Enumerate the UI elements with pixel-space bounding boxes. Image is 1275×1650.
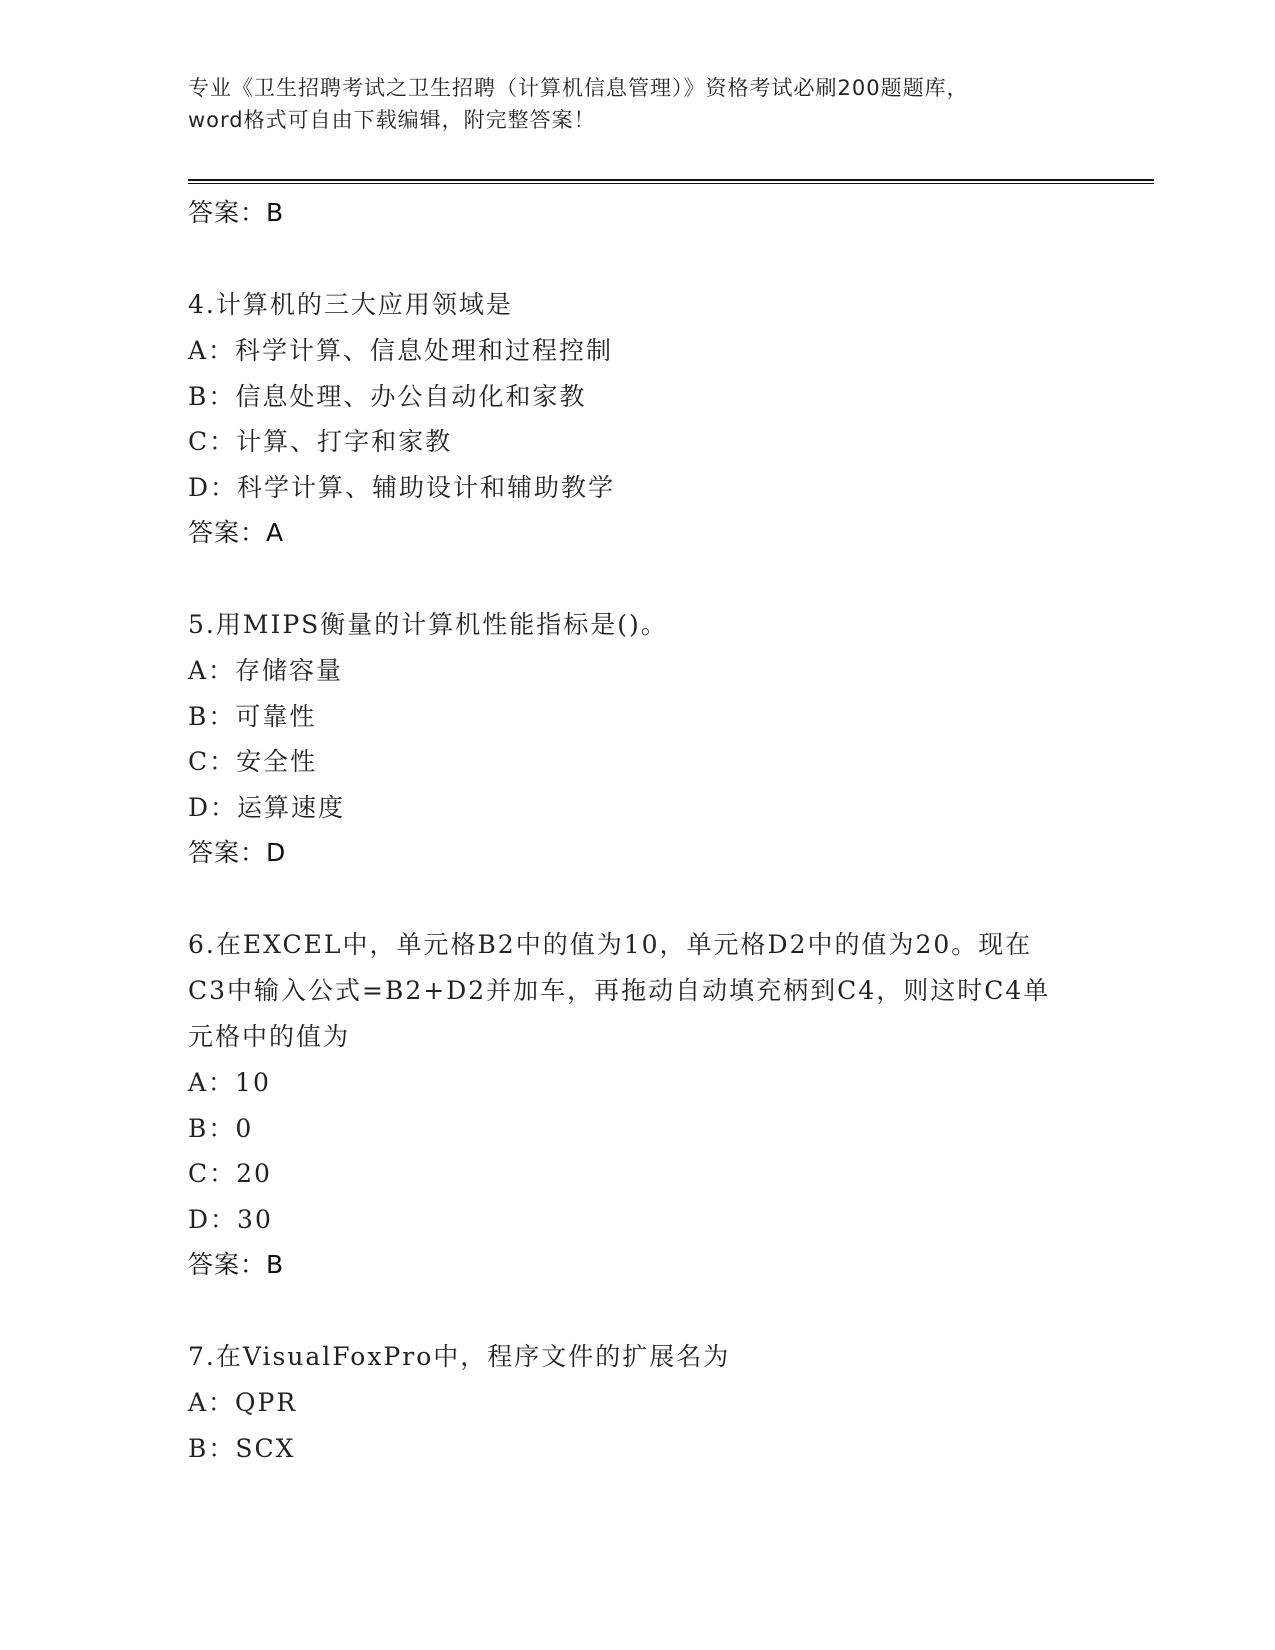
spacer [188,236,1088,282]
question-5-option-d: D：运算速度 [188,792,346,822]
header-divider-thin [188,183,1154,184]
question-4-option-a: A：科学计算、信息处理和过程控制 [188,336,614,365]
spacer [188,1288,1088,1334]
header-line-1: 专业《卫生招聘考试之卫生招聘（计算机信息管理）》资格考试必刷200题题库， [188,76,969,100]
question-5-text: 5.用MIPS衡量的计算机性能指标是()。 [188,610,668,639]
question-5-option-a: A：存储容量 [188,656,344,685]
question-7 [188,1334,1088,1471]
question-7-text: 7.在VisualFoxPro中，程序文件的扩展名为 [188,1342,731,1371]
header-line-2: word格式可自由下载编辑，附完整答案！ [188,108,596,132]
question-4-answer: 答案：A [188,518,285,547]
question-6-text-line-3: 元格中的值为 [188,1022,351,1051]
question-4-text: 4.计算机的三大应用领域是 [188,290,513,319]
question-5 [188,602,1088,876]
question-5-option-c: C：安全性 [188,747,318,776]
question-6-option-b: B：0 [188,1113,254,1143]
question-7-option-a: A：QPR [188,1388,298,1417]
question-6-option-a: A：10 [188,1068,271,1097]
question-6-option-d: D：30 [188,1204,273,1234]
answer-3: 答案：B [188,198,285,227]
question-7-option-b: B：SCX [188,1433,296,1463]
header-divider-thick [188,179,1154,181]
question-6-answer: 答案：B [188,1250,285,1279]
question-4 [188,282,1088,556]
question-6-text-line-1: 6.在EXCEL中，单元格B2中的值为10，单元格D2中的值为20。现在 [188,930,1033,959]
question-4-option-c: C：计算、打字和家教 [188,427,453,456]
question-4-option-b: B：信息处理、办公自动化和家教 [188,381,587,411]
spacer [188,876,1088,922]
question-5-answer: 答案：D [188,838,287,867]
question-list [188,190,1088,1471]
question-6-text-line-2: C3中输入公式=B2+D2并加车，再拖动自动填充柄到C4，则这时C4单 [188,976,1051,1005]
spacer [188,556,1088,602]
question-5-option-b: B：可靠性 [188,701,317,731]
question-6-option-c: C：20 [188,1159,272,1188]
question-4-option-d: D：科学计算、辅助设计和辅助教学 [188,472,616,502]
document-header [188,72,1088,136]
question-6 [188,922,1088,1288]
